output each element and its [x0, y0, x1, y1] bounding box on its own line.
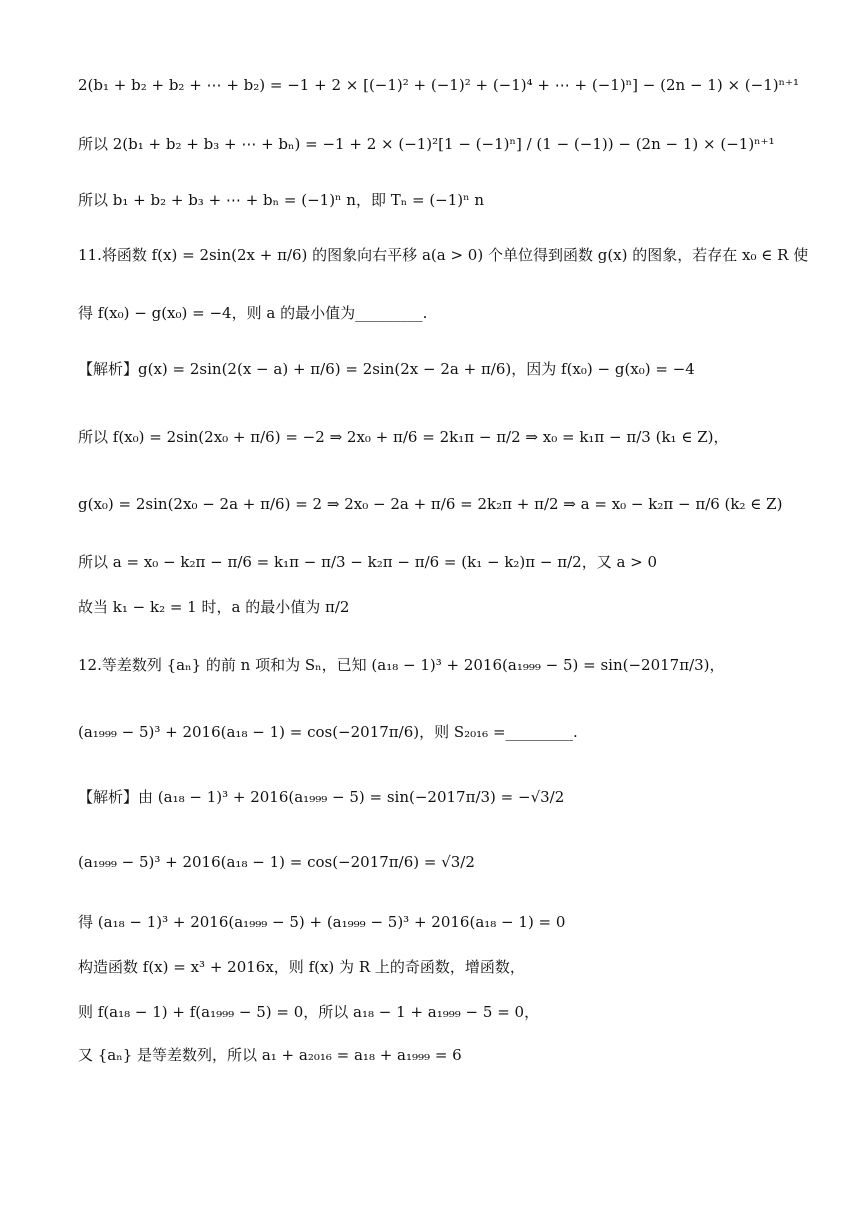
text-line: 所以 2(b₁ + b₂ + b₃ + ⋯ + bₙ) = −1 + 2 × (−1)²[1 − (−1)ⁿ] / (1 − (−1)) − (2n − 1) × (−1)ⁿ⁺¹: [78, 135, 775, 153]
text-line: 得 (a₁₈ − 1)³ + 2016(a₁₉₉₉ − 5) + (a₁₉₉₉ − 5)³ + 2016(a₁₈ − 1) = 0: [78, 913, 566, 931]
text-line: 则 f(a₁₈ − 1) + f(a₁₉₉₉ − 5) = 0，所以 a₁₈ − 1 + a₁₉₉₉ − 5 = 0，: [78, 1003, 540, 1021]
text-line: 2(b₁ + b₂ + b₂ + ⋯ + b₂) = −1 + 2 × [(−1)² + (−1)² + (−1)⁴ + ⋯ + (−1)ⁿ] − (2n − 1) × (−1)ⁿ⁺¹: [78, 76, 800, 94]
text-line: 【解析】由 (a₁₈ − 1)³ + 2016(a₁₉₉₉ − 5) = sin(−2017π/3) = −√3/2: [78, 788, 565, 806]
text-line: 构造函数 f(x) = x³ + 2016x，则 f(x) 为 R 上的奇函数，增函数，: [78, 958, 525, 976]
text-line: 所以 a = x₀ − k₂π − π/6 = k₁π − π/3 − k₂π − π/6 = (k₁ − k₂)π − π/2，又 a > 0: [78, 553, 658, 571]
text-line: (a₁₉₉₉ − 5)³ + 2016(a₁₈ − 1) = cos(−2017π/6)，则 S₂₀₁₆ =_________.: [78, 723, 578, 741]
text-line: g(x₀) = 2sin(2x₀ − 2a + π/6) = 2 ⇒ 2x₀ − 2a + π/6 = 2k₂π + π/2 ⇒ a = x₀ − k₂π − π/6 (k₂ ∈ Z): [78, 495, 783, 513]
text-line: 所以 f(x₀) = 2sin(2x₀ + π/6) = −2 ⇒ 2x₀ + π/6 = 2k₁π − π/2 ⇒ x₀ = k₁π − π/3 (k₁ ∈ Z)，: [78, 428, 729, 446]
text-line: 11.将函数 f(x) = 2sin(2x + π/6) 的图象向右平移 a(a > 0) 个单位得到函数 g(x) 的图象，若存在 x₀ ∈ R 使: [78, 246, 809, 264]
text-line: (a₁₉₉₉ − 5)³ + 2016(a₁₈ − 1) = cos(−2017π/6) = √3/2: [78, 853, 475, 871]
text-line: 又 {aₙ} 是等差数列，所以 a₁ + a₂₀₁₆ = a₁₈ + a₁₉₉₉ = 6: [78, 1046, 462, 1064]
text-line: 得 f(x₀) − g(x₀) = −4，则 a 的最小值为_________.: [78, 304, 428, 322]
text-line: 【解析】g(x) = 2sin(2(x − a) + π/6) = 2sin(2x − 2a + π/6)，因为 f(x₀) − g(x₀) = −4: [78, 360, 695, 378]
text-line: 所以 b₁ + b₂ + b₃ + ⋯ + bₙ = (−1)ⁿ n，即 Tₙ = (−1)ⁿ n: [78, 191, 485, 209]
text-line: 12.等差数列 {aₙ} 的前 n 项和为 Sₙ，已知 (a₁₈ − 1)³ + 2016(a₁₉₉₉ − 5) = sin(−2017π/3)，: [78, 656, 725, 674]
text-line: 故当 k₁ − k₂ = 1 时，a 的最小值为 π/2: [78, 598, 350, 616]
